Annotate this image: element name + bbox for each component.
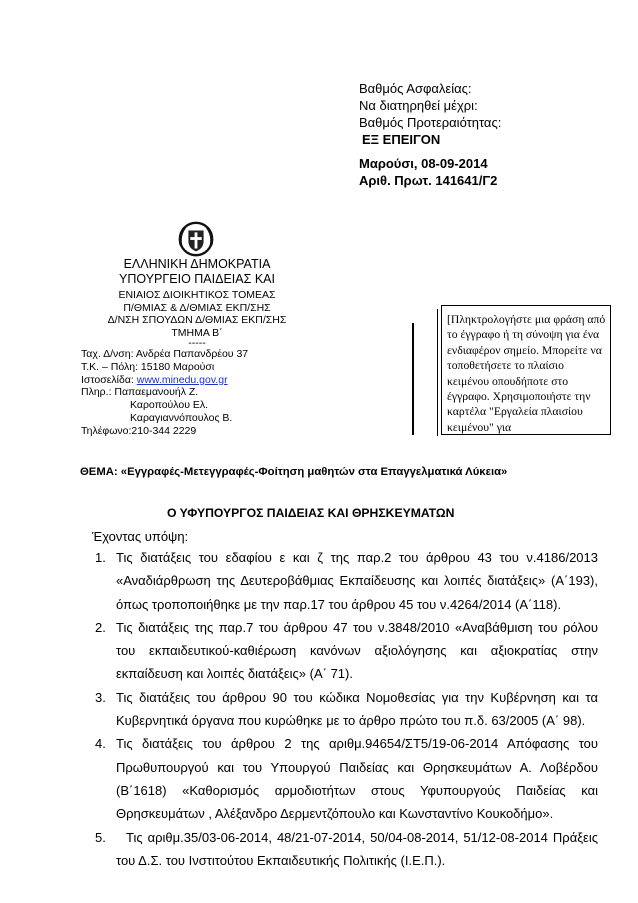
item-text: Τις αριθμ.35/03-06-2014, 48/21-07-2014, 50/04-08-2014, 51/12-08-2014 Πράξεις του Δ.Σ. του Ινστιτούτου Εκπαιδευτικής Πολιτικής (Ι.Ε.Π.). <box>116 829 602 868</box>
greek-emblem-icon <box>177 220 215 258</box>
department: ΤΜΗΜΑ Β΄ <box>171 326 223 339</box>
security-block <box>359 80 501 148</box>
separator: ----- <box>188 337 206 349</box>
item-text: Τις διατάξεις του άρθρου 2 της αριθμ.94654/ΣΤ5/19-06-2014 Απόφασης του Πρωθυπουργού και του Υπουργού Παιδείας και Θρησκευμάτων Α. Λοβέρδου (Β΄1618) «Καθορισμός αρμοδιοτήτων στους Υφυπουργούς Παιδείας και Θρησκευμάτων , Αλέξανδρο Δερμεντζόπουλο και Κωνσταντίνο Κουκοδήμο». <box>116 736 598 822</box>
website-row <box>81 374 248 387</box>
item-text: Τις διατάξεις του άρθρου 90 του κώδικα Νομοθεσίας για την Κυβέρνηση και τα Κυβερνητικά όργανα που κυρώθηκε με το άρθρο πρώτο του π.δ. 63/2005 (Α΄ 98). <box>116 689 598 729</box>
directorate-2: Δ/ΝΣΗ ΣΠΟΥΔΩΝ Δ/ΘΜΙΑΣ ΕΚΠ/ΣΗΣ <box>107 314 287 326</box>
priority-value: ΕΞ ΕΠΕΙΓΟΝ <box>362 132 441 147</box>
sector-name: ΕΝΙΑΙΟΣ ΔΙΟΙΚΗΤΙΚΟΣ ΤΟΜΕΑΣ <box>118 289 276 301</box>
ministry-name: ΥΠΟΥΡΓΕΙΟ ΠΑΙΔΕΙΑΣ ΚΑΙ <box>119 272 275 286</box>
item-number: 1. <box>95 550 106 565</box>
provisions-list <box>95 546 602 872</box>
directorate-1: Π/ΘΜΙΑΣ & Δ/ΘΜΙΑΣ ΕΚΠ/ΣΗΣ <box>123 301 271 314</box>
ministry-header <box>86 257 308 348</box>
info-person-3: Καραγιαννόπουλος Β. <box>130 411 233 424</box>
item-number: 2. <box>95 619 106 635</box>
retention-label: Να διατηρηθεί μέχρι: <box>359 98 478 113</box>
document-heading: Ο ΥΦΥΠΟΥΡΓΟΣ ΠΑΙΔΕΙΑΣ ΚΑΙ ΘΡΗΣΚΕΥΜΑΤΩΝ <box>167 506 455 520</box>
item-number: 5. <box>95 829 106 845</box>
protocol-number: Αριθ. Πρωτ. 141641/Γ2 <box>359 173 498 188</box>
list-item <box>95 546 598 616</box>
vertical-rule <box>437 309 438 436</box>
contact-info <box>81 348 248 438</box>
republic-name: ΕΛΛΗΝΙΚΗ ΔΗΜΟΚΡΑΤΙΑ <box>123 257 271 271</box>
text-box[interactable] <box>441 305 611 435</box>
subject-line: ΘΕΜΑ: «Εγγραφές-Μετεγγραφές-Φοίτηση μαθητών στα Επαγγελματικά Λύκεια» <box>80 466 508 478</box>
info-person-2: Καροπούλου Ελ. <box>130 399 209 412</box>
list-item <box>95 616 598 686</box>
item-text: Τις διατάξεις της παρ.7 του άρθρου 47 του ν.3848/2010 «Αναβάθμιση του ρόλου του εκπαιδευτικού-καθιέρωση κανόνων αξιολόγησης και αξιοκρατίας στην εκπαίδευση και λοιπές διατάξεις» (Α΄ 71). <box>116 619 598 682</box>
priority-label: Βαθμός Προτεραιότητας: <box>359 115 502 130</box>
phone: Τηλέφωνο:210-344 2229 <box>81 424 197 437</box>
website-link[interactable]: www.minedu.gov.gr <box>136 373 228 386</box>
item-number: 4. <box>95 736 106 752</box>
list-item <box>95 732 598 825</box>
item-text: Τις διατάξεις του εδαφίου ε και ζ της παρ.2 του άρθρου 43 του ν.4186/2013 «Αναδιάρθρωση της Δευτεροβάθμιας Εκπαίδευσης και λοιπές διατάξεις» (Α΄193), όπως τροποποιήθηκε με την παρ.17 του άρθρου 45 του ν.4264/2014 (Α΄118). <box>116 550 598 612</box>
info-person-1: Πληρ.: Παπαεμανουήλ Ζ. <box>81 386 199 399</box>
dateline <box>359 155 497 189</box>
website-label: Ιστοσελίδα: <box>81 373 137 386</box>
address: Ταχ. Δ/νση: Ανδρέα Παπανδρέου 37 <box>81 348 249 360</box>
vertical-rule <box>412 323 414 435</box>
place-date: Μαρούσι, 08-09-2014 <box>359 156 488 171</box>
list-item <box>95 826 602 873</box>
postcode: Τ.Κ. – Πόλη: 15180 Μαρούσι <box>81 360 215 373</box>
classification-label: Βαθμός Ασφαλείας: <box>359 81 472 96</box>
item-number: 3. <box>95 689 106 705</box>
text-box-placeholder: [Πληκτρολογήστε μια φράση από το έγγραφο ή τη σύνοψη για ένα ενδιαφέρον σημείο. Μπορείτε να τοποθετήσετε το πλαίσιο κειμένου οπουδήποτε στο έγγραφο. Χρησιμοποιήστε την καρτέλα "Εργαλεία πλαισίου κειμένου" για <box>447 313 606 434</box>
having-regard: Έχοντας υπόψη: <box>92 529 189 544</box>
list-item <box>95 686 598 733</box>
